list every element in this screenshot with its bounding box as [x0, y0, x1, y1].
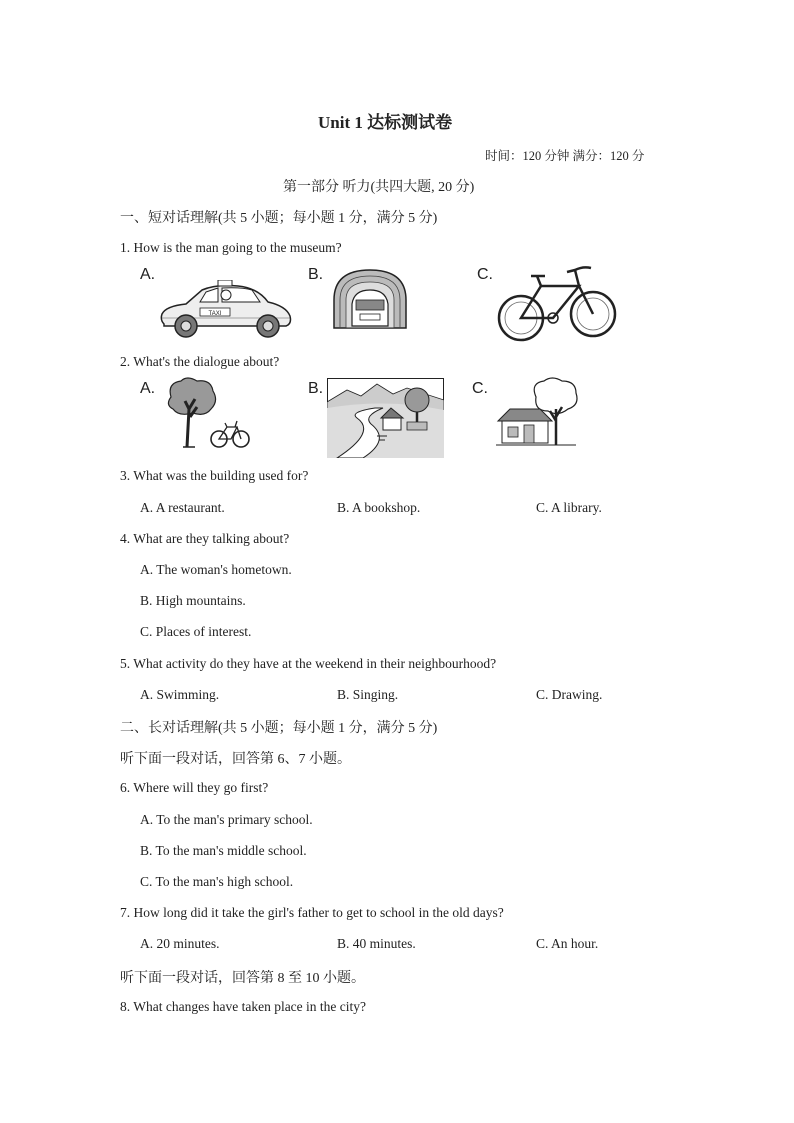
instruction: 听下面一段对话，回答第 6、7 小题。: [120, 752, 351, 767]
question-2: 2. What's the dialogue about?: [120, 354, 280, 369]
q7-option-c: C. An hour.: [536, 936, 599, 951]
question-7: 7. How long did it take the girl's father to get to school in the old days?: [120, 905, 504, 920]
q5-option-c: C. Drawing.: [536, 687, 603, 702]
question-6: 6. Where will they go first?: [120, 780, 269, 795]
q6-option-a: A. To the man's primary school.: [140, 812, 313, 827]
q5-option-a: A. Swimming.: [140, 687, 220, 702]
q2-label-a: A.: [140, 380, 156, 397]
tree-bicycle-image: [165, 377, 251, 449]
q1-label-c: C.: [477, 266, 493, 283]
q3-option-b: B. A bookshop.: [337, 500, 421, 515]
q1-label-b: B.: [308, 266, 324, 283]
q3-option-a: A. A restaurant.: [140, 500, 225, 515]
q7-option-a: A. 20 minutes.: [140, 936, 220, 951]
instruction: 听下面一段对话，回答第 8 至 10 小题。: [120, 971, 365, 986]
page-title: Unit 1 达标测试卷: [318, 113, 453, 132]
question-1: 1. How is the man going to the museum?: [120, 240, 342, 255]
q2-label-c: C.: [472, 380, 488, 397]
q3-option-c: C. A library.: [536, 500, 602, 515]
question-5: 5. What activity do they have at the weekend in their neighbourhood?: [120, 656, 497, 671]
q7-option-b: B. 40 minutes.: [337, 936, 416, 951]
q2-label-b: B.: [308, 380, 324, 397]
q6-option-b: B. To the man's middle school.: [140, 843, 307, 858]
q4-option-c: C. Places of interest.: [140, 624, 252, 639]
house-tree-image: [496, 377, 578, 447]
question-4: 4. What are they talking about?: [120, 531, 290, 546]
question-8: 8. What changes have taken place in the city?: [120, 999, 367, 1014]
taxi-image: [156, 280, 294, 342]
q5-option-b: B. Singing.: [337, 687, 399, 702]
q1-label-a: A.: [140, 266, 156, 283]
village-road-image: [327, 378, 444, 458]
exam-meta: 时间：120 分钟 满分：120 分: [485, 149, 645, 163]
section-title: 二、长对话理解(共 5 小题；每小题 1 分，满分 5 分): [120, 721, 438, 736]
q4-option-a: A. The woman's hometown.: [140, 562, 292, 577]
train-tunnel-image: [332, 266, 408, 330]
part-title: 第一部分 听力(共四大题, 20 分): [283, 180, 475, 195]
bicycle-image: [495, 264, 617, 342]
q6-option-c: C. To the man's high school.: [140, 874, 294, 889]
q4-option-b: B. High mountains.: [140, 593, 246, 608]
section-title: 一、短对话理解(共 5 小题；每小题 1 分，满分 5 分): [120, 211, 438, 226]
question-3: 3. What was the building used for?: [120, 468, 309, 483]
taxi-sign: TAXI: [208, 311, 222, 317]
